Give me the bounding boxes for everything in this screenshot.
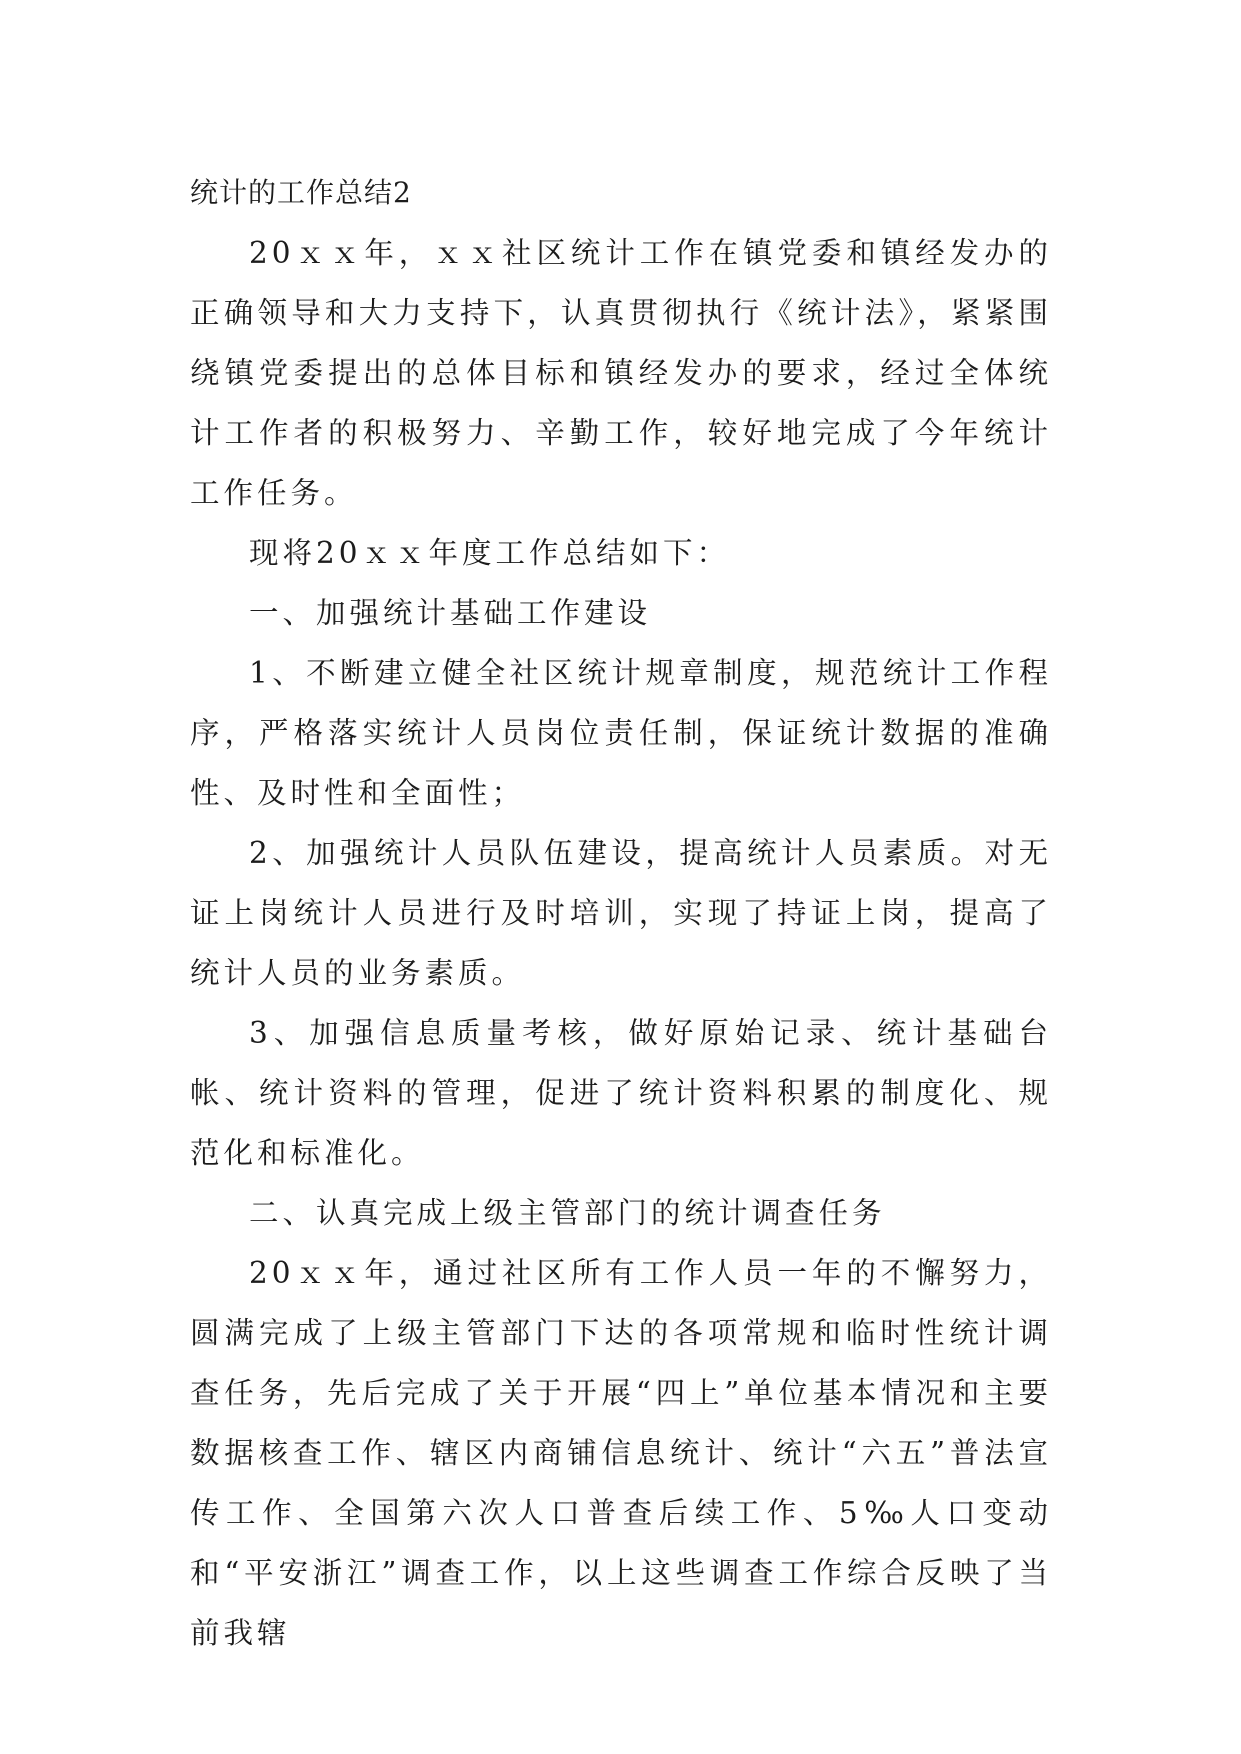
- document-body: [190, 163, 1052, 1663]
- paragraph-intro: 20ｘｘ年，ｘｘ社区统计工作在镇党委和镇经发办的正确领导和大力支持下，认真贯彻执行《统计法》，紧紧围绕镇党委提出的总体目标和镇经发办的要求，经过全体统计工作者的积极努力、辛勤工作，较好地完成了今年统计工作任务。: [190, 236, 1052, 510]
- section-heading-2: 二、认真完成上级主管部门的统计调查任务: [249, 1196, 886, 1230]
- paragraph-item-3: 3、加强信息质量考核，做好原始记录、统计基础台帐、统计资料的管理，促进了统计资料积累的制度化、规范化和标准化。: [190, 1016, 1052, 1170]
- paragraph-item-2: 2、加强统计人员队伍建设，提高统计人员素质。对无证上岗统计人员进行及时培训，实现了持证上岗，提高了统计人员的业务素质。: [190, 836, 1052, 990]
- paragraph-item-1: 1、不断建立健全社区统计规章制度，规范统计工作程序，严格落实统计人员岗位责任制，保证统计数据的准确性、及时性和全面性；: [190, 656, 1052, 810]
- paragraph-summary-lead: 现将20ｘｘ年度工作总结如下：: [249, 536, 731, 570]
- paragraph-survey-tasks: 20ｘｘ年，通过社区所有工作人员一年的不懈努力，圆满完成了上级主管部门下达的各项常规和临时性统计调查任务，先后完成了关于开展“四上”单位基本情况和主要数据核查工作、辖区内商铺信息统计、统计“六五”普法宣传工作、全国第六次人口普查后续工作、5‰人口变动和“平安浙江”调查工作，以上这些调查工作综合反映了当前我辖: [190, 1256, 1052, 1650]
- section-heading-1: 一、加强统计基础工作建设: [249, 596, 652, 630]
- document-title: 统计的工作总结2: [190, 176, 412, 209]
